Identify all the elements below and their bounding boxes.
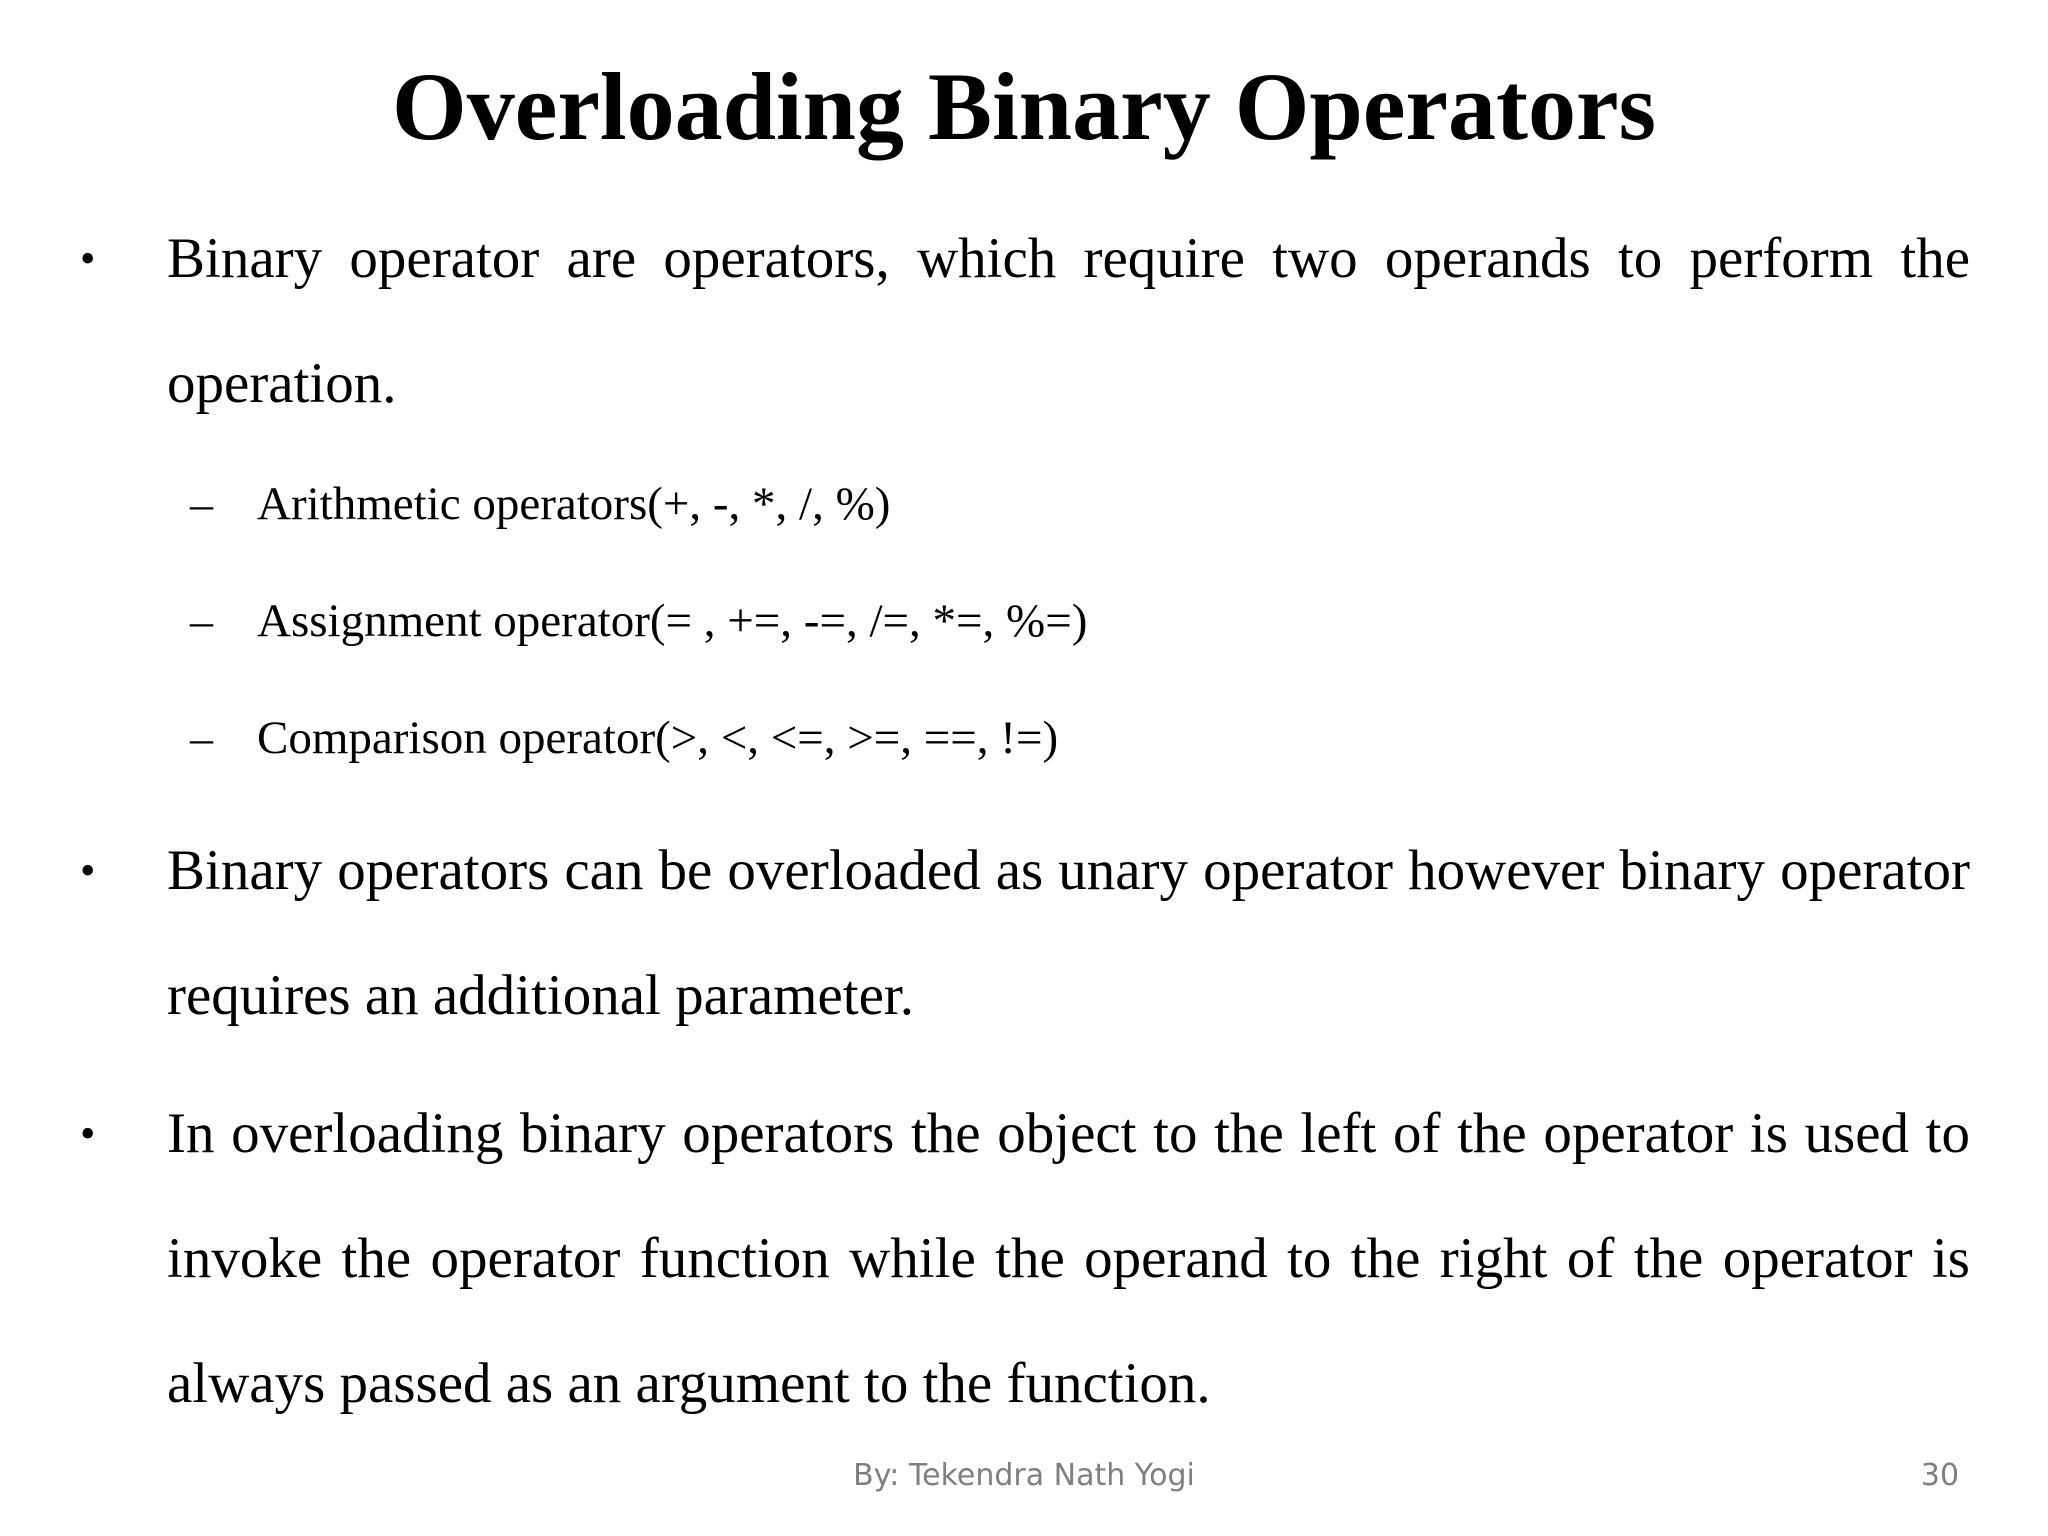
slide-title: Overloading Binary Operators bbox=[392, 53, 1656, 160]
bullet-icon: • bbox=[80, 1109, 96, 1158]
sub-bullet-item bbox=[0, 698, 2048, 778]
dash-icon: – bbox=[190, 478, 213, 529]
dash-icon: – bbox=[190, 595, 213, 646]
sub-bullet-text: Comparison operator(>, <, <=, >=, ==, !=) bbox=[257, 712, 1059, 764]
sub-bullet-item bbox=[0, 581, 2048, 661]
page-number: 30 bbox=[1920, 1458, 1960, 1493]
dash-icon: – bbox=[190, 712, 213, 763]
bullet-icon: • bbox=[80, 234, 96, 283]
sub-bullet-text: Arithmetic operators(+, -, *, /, %) bbox=[257, 478, 891, 530]
bullet-text: In overloading binary operators the object to the left of the operator is used to invoke the operator function while the operand to the right of the operator is always passed as an argument to the function. bbox=[167, 1102, 1970, 1415]
sub-bullet-item bbox=[0, 464, 2048, 544]
bullet-icon: • bbox=[80, 846, 96, 895]
sub-bullet-text: Assignment operator(= , +=, -=, /=, *=, %=) bbox=[257, 595, 1088, 647]
bullet-text: Binary operator are operators, which require two operands to perform the operation. bbox=[167, 227, 1970, 415]
bullet-text: Binary operators can be overloaded as unary operator however binary operator requires an additional parameter. bbox=[167, 839, 1970, 1027]
footer-author: By: Tekendra Nath Yogi bbox=[853, 1458, 1195, 1493]
